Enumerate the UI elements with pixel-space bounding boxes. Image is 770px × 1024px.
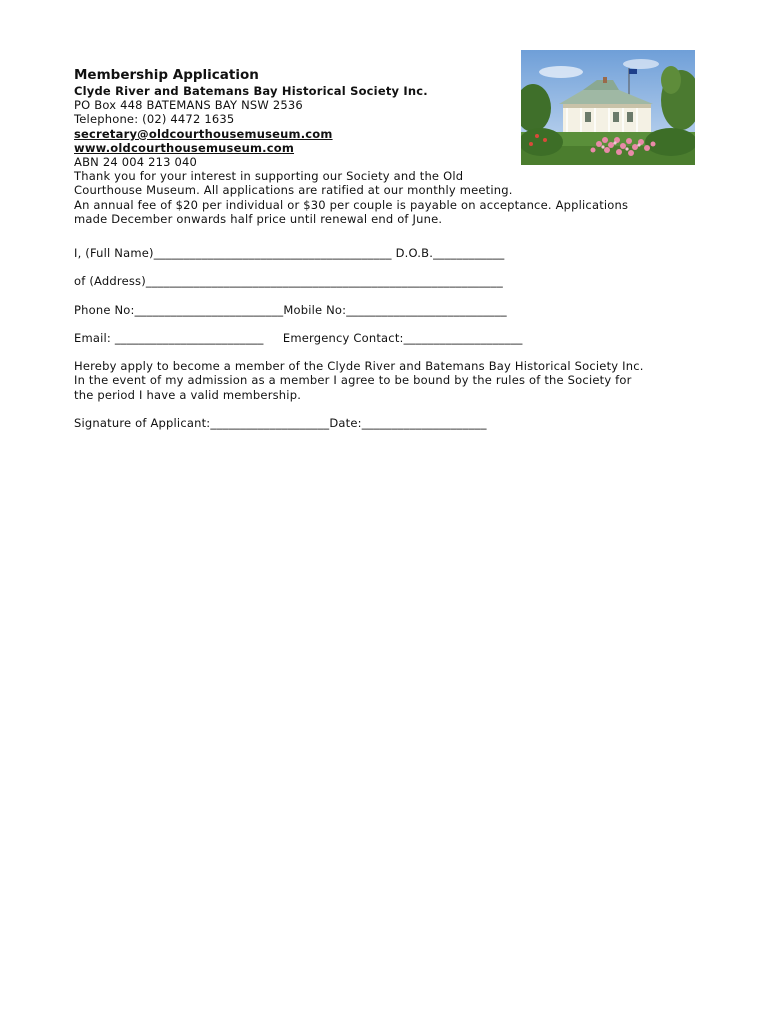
courthouse-photo	[521, 50, 695, 165]
address-field[interactable]: of (Address)____________________________________________________________	[74, 274, 503, 288]
intro-paragraph	[74, 169, 714, 226]
declaration-line: the period I have a valid membership.	[74, 387, 302, 402]
signature-date-field[interactable]: Signature of Applicant:____________________Date:_____________________	[74, 416, 487, 430]
intro-line: Courthouse Museum. All applications are ratified at our monthly meeting.	[74, 183, 513, 198]
declaration-paragraph	[74, 359, 714, 402]
intro-line: An annual fee of $20 per individual or $30 per couple is payable on acceptance. Applications	[74, 197, 629, 212]
abn: ABN 24 004 213 040	[74, 155, 198, 170]
email-emergency-field[interactable]: Email: _________________________ Emergency Contact:____________________	[74, 331, 523, 345]
letterhead	[74, 67, 524, 169]
phone-mobile-field[interactable]: Phone No:_________________________Mobile No:___________________________	[74, 303, 507, 317]
website-link[interactable]: www.oldcourthousemuseum.com	[74, 140, 295, 155]
intro-line: Thank you for your interest in supporting our Society and the Old	[74, 169, 464, 183]
page-title: Membership Application	[74, 67, 259, 83]
telephone: Telephone: (02) 4472 1635	[74, 112, 235, 127]
intro-line: made December onwards half price until renewal end of June.	[74, 211, 443, 226]
postal-address: PO Box 448 BATEMANS BAY NSW 2536	[74, 98, 303, 112]
full-name-dob-field[interactable]: I, (Full Name)________________________________________ D.O.B.____________	[74, 246, 505, 260]
organization-name: Clyde River and Batemans Bay Historical Society Inc.	[74, 84, 428, 98]
declaration-line: In the event of my admission as a member I agree to be bound by the rules of the Society for	[74, 373, 632, 388]
email-link[interactable]: secretary@oldcourthousemuseum.com	[74, 126, 333, 141]
declaration-line: Hereby apply to become a member of the Clyde River and Batemans Bay Historical Society Inc.	[74, 359, 644, 373]
